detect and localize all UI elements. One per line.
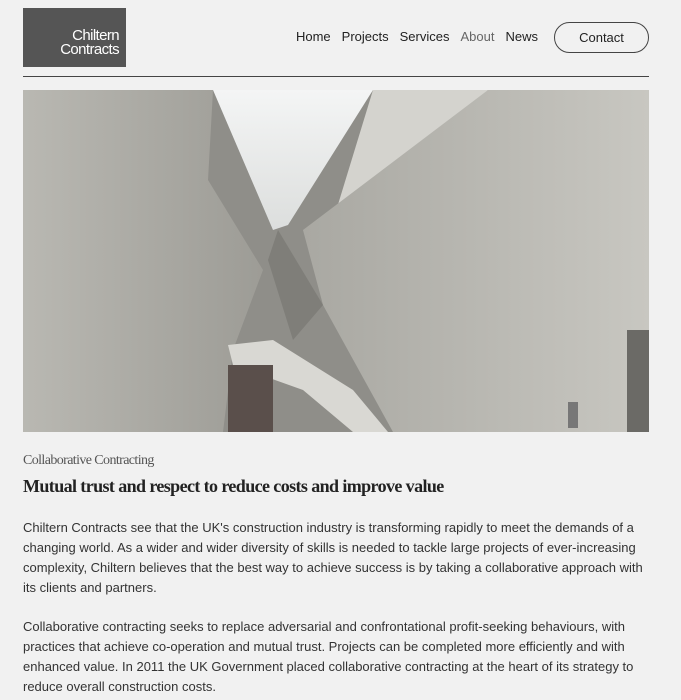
section-heading: Mutual trust and respect to reduce costs and improve value (23, 476, 444, 496)
contact-button[interactable]: Contact (554, 22, 649, 53)
logo-line-2: Contracts (60, 41, 119, 58)
main-nav (296, 29, 538, 44)
body-paragraph-1: Chiltern Contracts see that the UK's construction industry is transforming rapidly to meet the demands of a changing world. As a wider and wider diversity of skills is needed to tackle large projects of ever-increasing complexity, Chiltern believes that the best way to achieve success is by taking a collaborative approach with its clients and partners. (23, 520, 643, 595)
logo[interactable] (23, 8, 126, 67)
nav-home[interactable]: Home (295, 29, 331, 44)
nav-services[interactable]: Services (399, 29, 450, 44)
header-divider (23, 76, 649, 77)
hero-image (23, 90, 649, 432)
section-kicker: Collaborative Contracting (23, 453, 154, 468)
body-paragraph-2: Collaborative contracting seeks to replace adversarial and confrontational profit-seeking behaviours, with practices that achieve co-operation and mutual trust. Projects can be completed more efficiently and with enhanced value. In 2011 the UK Government placed collaborative contracting at the heart of its strategy to reduce overall construction costs. (23, 619, 634, 694)
architecture-photo-icon (23, 90, 649, 432)
logo-line-1: Chiltern (72, 27, 119, 44)
nav-projects[interactable]: Projects (341, 29, 389, 44)
nav-about[interactable]: About (460, 29, 495, 44)
nav-news[interactable]: News (505, 29, 538, 44)
